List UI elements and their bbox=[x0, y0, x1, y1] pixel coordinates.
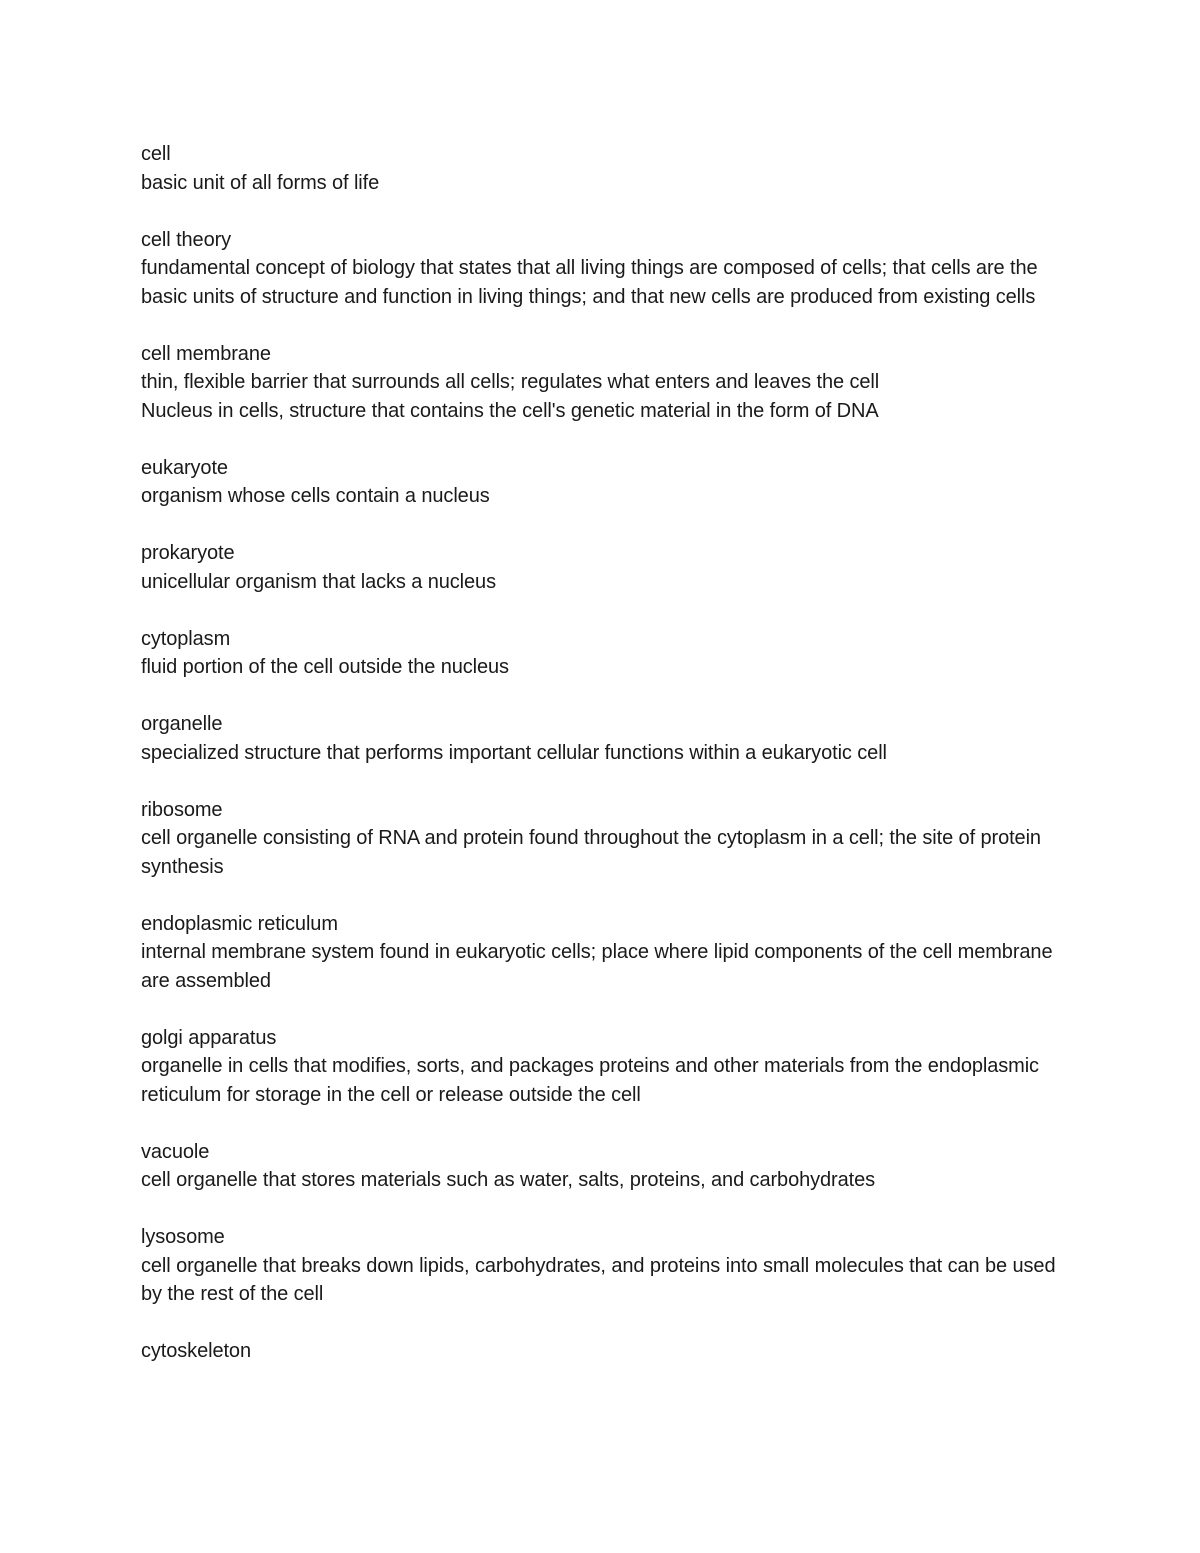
term: cell theory bbox=[141, 228, 232, 251]
definition: unicellular organism that lacks a nucleus bbox=[141, 570, 496, 593]
document-page bbox=[141, 140, 1071, 1394]
term: cell bbox=[141, 143, 171, 165]
definition: cell organelle that breaks down lipids, carbohydrates, and proteins into small molecules that can be used by the rest of the cell bbox=[141, 1254, 1056, 1305]
definition: internal membrane system found in eukaryotic cells; place where lipid components of the cell membrane are assembled bbox=[141, 941, 1053, 992]
entry-golgi-apparatus bbox=[141, 1024, 1071, 1110]
entry-cytoskeleton bbox=[141, 1337, 1071, 1366]
definition-extra: Nucleus in cells, structure that contains the cell's genetic material in the form of DNA bbox=[141, 399, 879, 422]
term: prokaryote bbox=[141, 542, 235, 564]
entry-prokaryote bbox=[141, 539, 1071, 596]
definition: cell organelle that stores materials such as water, salts, proteins, and carbohydrates bbox=[141, 1169, 875, 1191]
term: golgi apparatus bbox=[141, 1026, 277, 1049]
definition: organism whose cells contain a nucleus bbox=[141, 485, 490, 507]
entry-cytoplasm bbox=[141, 625, 1071, 682]
definition: thin, flexible barrier that surrounds all cells; regulates what enters and leaves the cell bbox=[141, 371, 880, 393]
term: endoplasmic reticulum bbox=[141, 912, 338, 935]
entry-lysosome bbox=[141, 1223, 1071, 1309]
term: organelle bbox=[141, 713, 223, 735]
definition: fluid portion of the cell outside the nucleus bbox=[141, 656, 509, 678]
term: cell membrane bbox=[141, 342, 271, 365]
entry-endoplasmic-reticulum bbox=[141, 910, 1071, 996]
term: ribosome bbox=[141, 798, 223, 821]
entry-ribosome bbox=[141, 796, 1071, 882]
term: cytoskeleton bbox=[141, 1340, 251, 1362]
term: lysosome bbox=[141, 1226, 225, 1248]
definition: basic unit of all forms of life bbox=[141, 171, 380, 194]
entry-cell-theory bbox=[141, 226, 1071, 312]
definition: organelle in cells that modifies, sorts, and packages proteins and other materials from the endoplasmic reticulum for storage in the cell or release outside the cell bbox=[141, 1055, 1039, 1106]
definition: fundamental concept of biology that states that all living things are composed of cells; that cells are the basic units of structure and function in living things; and that new cells are produced from existing cells bbox=[141, 257, 1038, 308]
definition: cell organelle consisting of RNA and protein found throughout the cytoplasm in a cell; the site of protein synthesis bbox=[141, 827, 1041, 878]
definition: specialized structure that performs important cellular functions within a eukaryotic cell bbox=[141, 741, 887, 764]
entry-organelle bbox=[141, 710, 1071, 767]
term: cytoplasm bbox=[141, 627, 231, 650]
entry-vacuole bbox=[141, 1138, 1071, 1195]
term: vacuole bbox=[141, 1140, 210, 1163]
entry-eukaryote bbox=[141, 454, 1071, 511]
term: eukaryote bbox=[141, 456, 228, 479]
entry-cell-membrane bbox=[141, 340, 1071, 426]
entry-cell bbox=[141, 140, 1071, 197]
